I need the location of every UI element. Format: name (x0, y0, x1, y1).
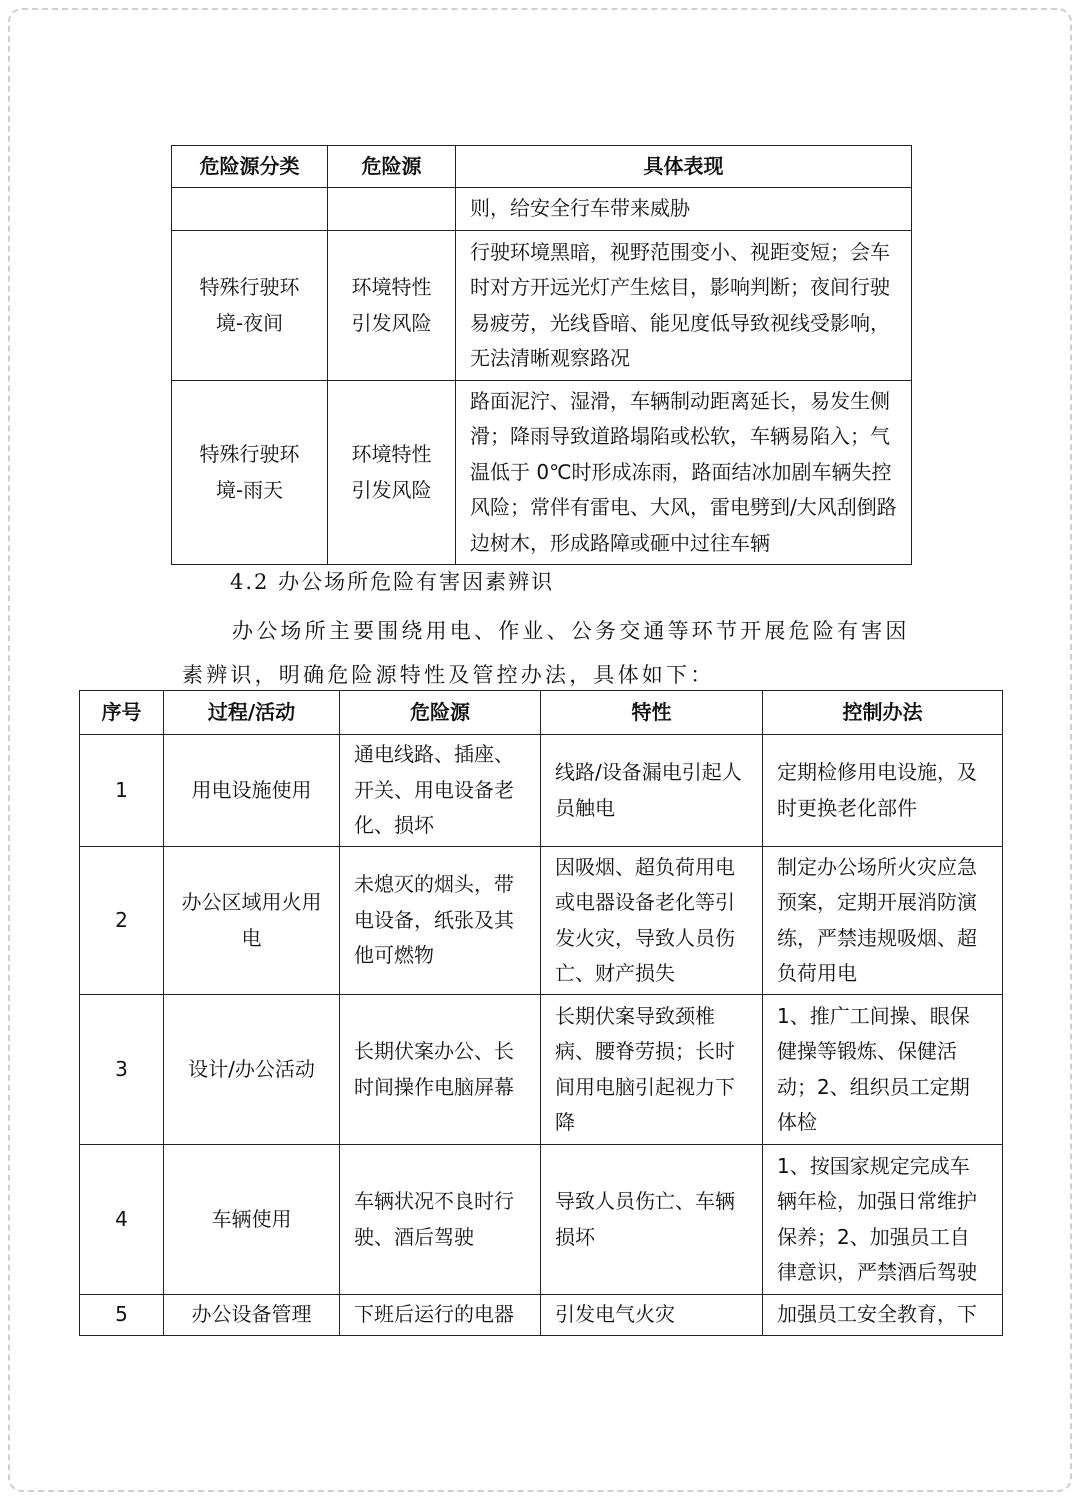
cell-no: 4 (80, 1145, 164, 1295)
cell-no: 1 (80, 735, 164, 847)
cell-feature: 因吸烟、超负荷用电或电器设备老化等引发火灾，导致人员伤亡、财产损失 (541, 847, 763, 995)
header-detail: 具体表现 (456, 146, 912, 188)
cell-hazard: 通电线路、插座、开关、用电设备老化、损坏 (340, 735, 541, 847)
office-hazard-table (79, 690, 1003, 1336)
header-activity: 过程/活动 (164, 691, 340, 735)
cell-no: 3 (80, 995, 164, 1145)
cell-activity: 设计/办公活动 (164, 995, 340, 1145)
section-title: 4.2 办公场所危险有害因素辨识 (230, 570, 555, 594)
table-row (172, 381, 912, 565)
table-row (80, 1295, 1003, 1336)
cell-hazard: 下班后运行的电器 (340, 1295, 541, 1336)
table-row (80, 847, 1003, 995)
cell-activity: 车辆使用 (164, 1145, 340, 1295)
table-header-row (80, 691, 1003, 735)
header-feature: 特性 (541, 691, 763, 735)
cell-control: 1、按国家规定完成车辆年检，加强日常维护保养；2、加强员工自律意识，严禁酒后驾驶 (763, 1145, 1003, 1295)
table-row (80, 735, 1003, 847)
intro-paragraph: 办公场所主要围绕用电、作业、公务交通等环节开展危险有害因素辨识，明确危险源特性及管控办法，具体如下： (182, 619, 910, 687)
table-row (80, 1145, 1003, 1295)
table-header-row (172, 146, 912, 188)
cell-category: 特殊行驶环境-夜间 (172, 231, 328, 381)
table-row (172, 231, 912, 381)
cell-hazard: 环境特性引发风险 (328, 231, 456, 381)
cell-activity: 用电设施使用 (164, 735, 340, 847)
cell-category (172, 188, 328, 231)
cell-control: 加强员工安全教育，下 (763, 1295, 1003, 1336)
header-no: 序号 (80, 691, 164, 735)
cell-control: 定期检修用电设施，及时更换老化部件 (763, 735, 1003, 847)
hazard-table-continued (171, 145, 912, 565)
cell-hazard: 长期伏案办公、长时间操作电脑屏幕 (340, 995, 541, 1145)
cell-control: 1、推广工间操、眼保健操等锻炼、保健活动；2、组织员工定期体检 (763, 995, 1003, 1145)
cell-detail: 路面泥泞、湿滑，车辆制动距离延长，易发生侧滑；降雨导致道路塌陷或松软，车辆易陷入；气温低于 0℃时形成冻雨，路面结冰加剧车辆失控风险；常伴有雷电、大风，雷电劈到/大风刮倒路边树木，形成路障或砸中过往车辆 (456, 381, 912, 565)
cell-feature: 长期伏案导致颈椎病、腰脊劳损；长时间用电脑引起视力下降 (541, 995, 763, 1145)
cell-activity: 办公区域用火用电 (164, 847, 340, 995)
header-control: 控制办法 (763, 691, 1003, 735)
cell-no: 5 (80, 1295, 164, 1336)
table-row (172, 188, 912, 231)
cell-hazard: 未熄灭的烟头，带电设备，纸张及其他可燃物 (340, 847, 541, 995)
cell-no: 2 (80, 847, 164, 995)
table-row (80, 995, 1003, 1145)
cell-hazard: 车辆状况不良时行驶、酒后驾驶 (340, 1145, 541, 1295)
cell-hazard (328, 188, 456, 231)
cell-detail: 则，给安全行车带来威胁 (456, 188, 912, 231)
cell-hazard: 环境特性引发风险 (328, 381, 456, 565)
cell-activity: 办公设备管理 (164, 1295, 340, 1336)
cell-feature: 线路/设备漏电引起人员触电 (541, 735, 763, 847)
cell-control: 制定办公场所火灾应急预案，定期开展消防演练，严禁违规吸烟、超负荷用电 (763, 847, 1003, 995)
header-hazard: 危险源 (340, 691, 541, 735)
cell-category: 特殊行驶环境-雨天 (172, 381, 328, 565)
header-category: 危险源分类 (172, 146, 328, 188)
cell-feature: 引发电气火灾 (541, 1295, 763, 1336)
header-hazard: 危险源 (328, 146, 456, 188)
cell-detail: 行驶环境黑暗，视野范围变小、视距变短；会车时对方开远光灯产生炫目，影响判断；夜间行驶易疲劳，光线昏暗、能见度低导致视线受影响，无法清晰观察路况 (456, 231, 912, 381)
cell-feature: 导致人员伤亡、车辆损坏 (541, 1145, 763, 1295)
